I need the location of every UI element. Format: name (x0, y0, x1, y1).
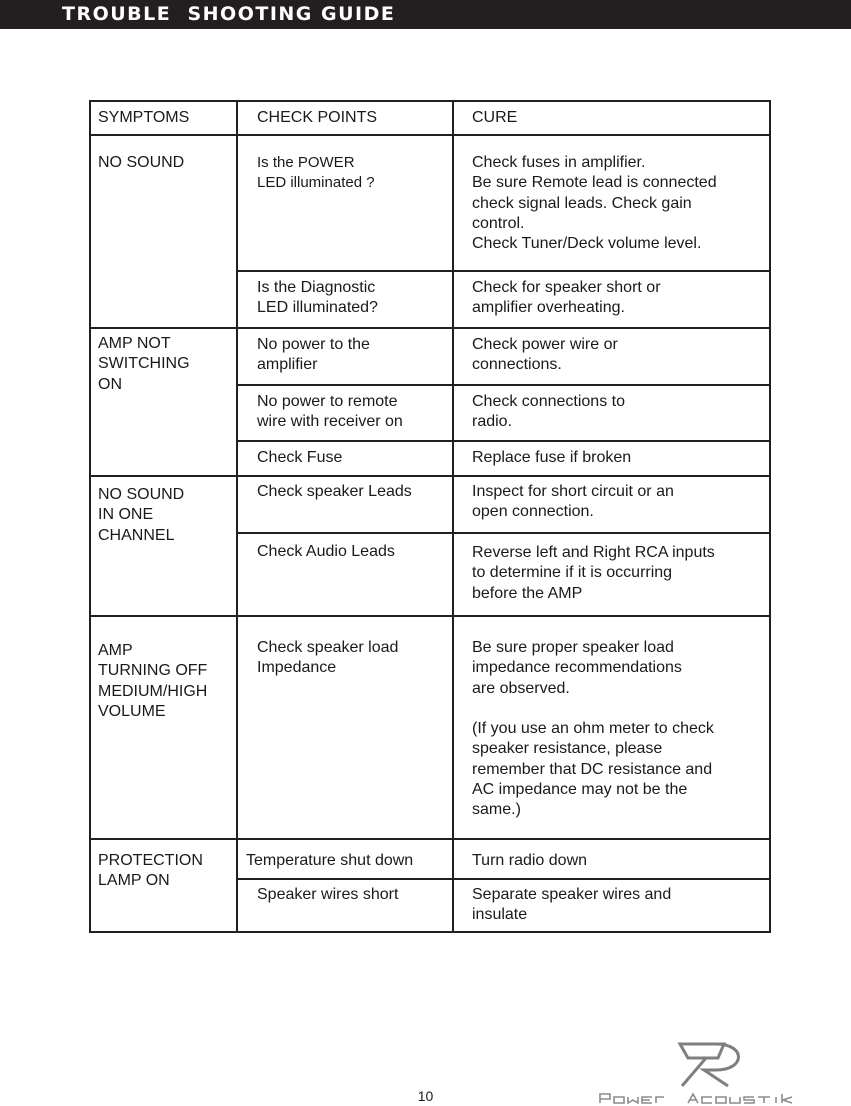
row-divider (236, 440, 771, 442)
header-symptoms: SYMPTOMS (98, 109, 190, 126)
cure-cell: Check for speaker short or amplifier overheating. (472, 279, 661, 317)
wordmark (598, 1092, 826, 1104)
check-point-cell: Speaker wires short (257, 886, 399, 903)
page-number: 10 (417, 1088, 434, 1104)
row-divider (89, 838, 771, 840)
cure-cell: Be sure proper speaker load impedance recommendations are observed. (If you use an ohm meter to check speaker resistance, please remember that DC resistance and AC impedance may not be the same.) (472, 639, 714, 819)
cure-cell: Reverse left and Right RCA inputs to determine if it is occurring before the AMP (472, 544, 715, 602)
check-point-cell: Check Fuse (257, 449, 343, 466)
row-divider (89, 134, 771, 136)
pr-monogram-icon (680, 1044, 739, 1086)
table-border-right (769, 100, 771, 933)
check-point-cell: No power to remote wire with receiver on (257, 393, 403, 431)
cure-cell: Turn radio down (472, 852, 588, 869)
power-acoustik-logo (596, 1036, 828, 1106)
row-divider (89, 327, 771, 329)
row-divider (89, 615, 771, 617)
symptom-cell: NO SOUND IN ONE CHANNEL (98, 486, 185, 544)
cure-cell: Inspect for short circuit or an open connection. (472, 483, 674, 521)
symptom-cell: NO SOUND (98, 154, 185, 171)
row-divider (236, 878, 771, 880)
cure-cell: Check connections to radio. (472, 393, 625, 431)
check-point-cell: Is the POWER LED illuminated ? (257, 154, 375, 191)
table-border-bottom (89, 931, 771, 933)
table-border-top (89, 100, 771, 102)
row-divider (236, 270, 771, 272)
symptom-cell: AMP TURNING OFF MEDIUM/HIGH VOLUME (98, 642, 208, 720)
cure-cell: Replace fuse if broken (472, 449, 632, 466)
row-divider (236, 532, 771, 534)
check-point-cell: Check speaker Leads (257, 483, 412, 500)
page-title: TROUBLE SHOOTING GUIDE (62, 3, 396, 25)
header-check-points: CHECK POINTS (257, 109, 378, 126)
cure-cell: Check power wire or connections. (472, 336, 618, 374)
table-border-left (89, 100, 91, 933)
column-divider (236, 100, 238, 933)
cure-cell: Check fuses in amplifier. Be sure Remote lead is connected check signal leads. Check gain control. Check Tuner/Deck volume level. (472, 154, 717, 253)
check-point-cell: Check speaker load Impedance (257, 639, 399, 677)
cure-cell: Separate speaker wires and insulate (472, 886, 672, 924)
check-point-cell: Is the Diagnostic LED illuminated? (257, 279, 378, 317)
row-divider (89, 475, 771, 477)
symptom-cell: PROTECTION LAMP ON (98, 852, 203, 890)
check-point-cell: Check Audio Leads (257, 543, 395, 560)
row-divider (236, 384, 771, 386)
symptom-cell: AMP NOT SWITCHING ON (98, 335, 190, 393)
check-point-cell: Temperature shut down (246, 852, 414, 869)
column-divider (452, 100, 454, 933)
header-cure: CURE (472, 109, 518, 126)
check-point-cell: No power to the amplifier (257, 336, 370, 374)
